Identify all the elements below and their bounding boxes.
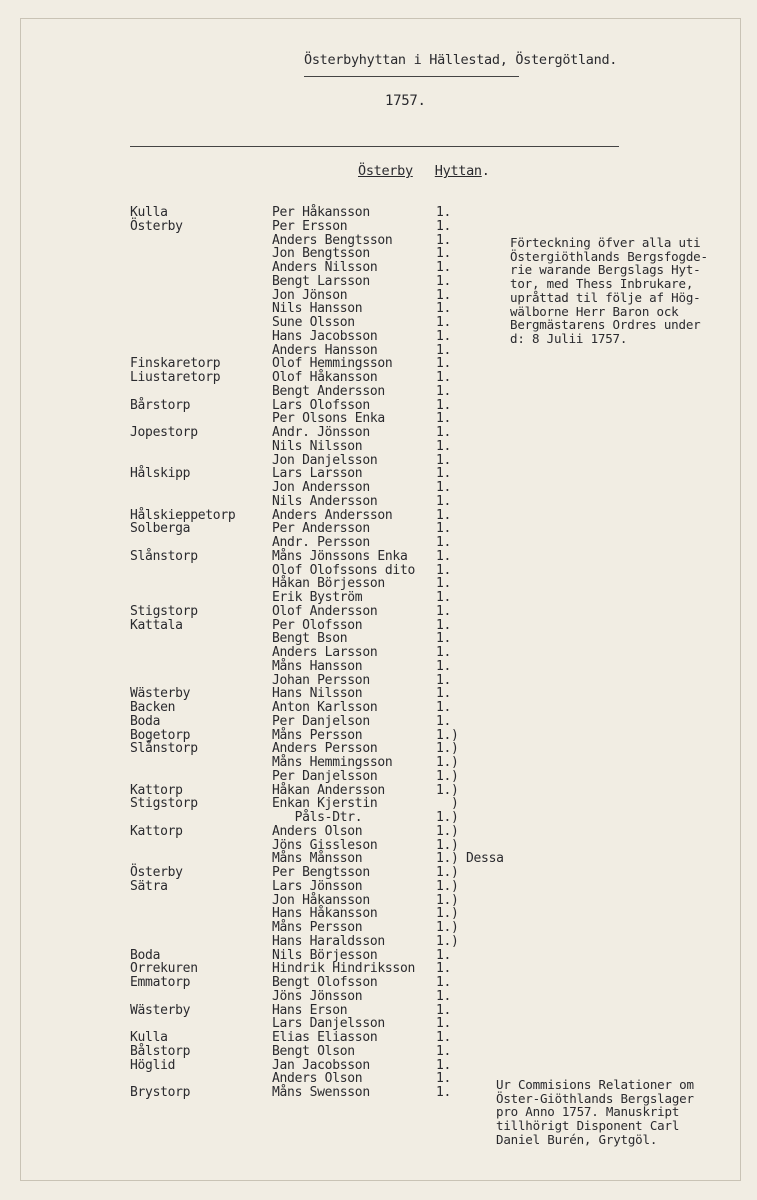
row-place: Boda: [130, 713, 161, 729]
row-name: Olof Andersson: [272, 603, 378, 619]
row-place: Brystorp: [130, 1085, 191, 1100]
ledger-row: [0, 481, 757, 495]
row-place: Stigstorp: [130, 603, 198, 619]
ledger-row: [0, 1031, 757, 1045]
row-place: Sätra: [130, 878, 168, 894]
row-count: 1.: [436, 315, 452, 330]
note-line: Bergmästarens Ordres under: [510, 317, 701, 333]
ledger-row: [0, 646, 757, 660]
row-count: 1.: [436, 645, 452, 660]
heading-dot: .: [481, 163, 490, 179]
row-name: Måns Persson: [272, 727, 363, 743]
row-place: Bogetorp: [130, 727, 191, 743]
ledger-row: [0, 866, 757, 880]
row-count: 1.: [436, 686, 452, 702]
row-name: Anders Larsson: [272, 645, 378, 660]
side-note-source: [496, 1078, 694, 1147]
row-count: 1.: [436, 328, 452, 344]
ledger-row: [0, 962, 757, 976]
row-count: 1.: [436, 947, 452, 963]
ledger-row: [0, 371, 757, 385]
row-count: 1.: [436, 493, 452, 509]
row-count: 1.: [436, 961, 452, 977]
ledger-row: [0, 976, 757, 990]
row-place: Jopestorp: [130, 425, 198, 440]
row-name: Jon Jönson: [272, 287, 348, 303]
ledger-row: [0, 729, 757, 743]
note-line: Daniel Burén, Grytgöl.: [496, 1131, 658, 1147]
ledger-row: [0, 687, 757, 701]
ledger-row: [0, 907, 757, 921]
note-line: Östergiöthlands Bergsfogde-: [510, 248, 708, 264]
row-name: Håkan Andersson: [272, 782, 385, 798]
row-count: 1.): [436, 782, 459, 798]
ledger-row: [0, 1045, 757, 1059]
row-count: 1.: [436, 452, 452, 468]
row-name: Anders Andersson: [272, 507, 393, 523]
row-count: 1.): [436, 865, 459, 880]
row-count: 1.): [436, 768, 459, 784]
row-count: 1.: [436, 397, 452, 413]
row-place: Kattorp: [130, 823, 183, 839]
ledger-row: [0, 660, 757, 674]
ledger-row: [0, 770, 757, 784]
row-count: 1.: [436, 411, 452, 427]
row-name: Lars Jönsson: [272, 878, 363, 894]
row-count: 1.): [436, 920, 459, 935]
row-count: 1.: [436, 1016, 452, 1032]
row-name: Jöns Jönsson: [272, 988, 363, 1004]
row-name: Måns Månsson: [272, 851, 363, 867]
note-line: Förteckning öfver alla uti: [510, 235, 701, 250]
note-line: pro Anno 1757. Manuskript: [496, 1104, 680, 1120]
row-count: 1.: [436, 631, 452, 647]
row-name: Måns Jönssons Enka: [272, 548, 408, 564]
row-name: Andr. Persson: [272, 535, 370, 550]
ledger-row: [0, 495, 757, 509]
row-name: Jon Danjelsson: [272, 452, 378, 468]
row-count: 1.: [436, 1043, 452, 1059]
row-count: 1.: [436, 617, 452, 633]
row-count: ): [436, 796, 459, 812]
row-count: 1.: [436, 342, 452, 358]
ledger-row: [0, 921, 757, 935]
row-name: Måns Swensson: [272, 1085, 370, 1100]
row-name: Anders Olson: [272, 823, 363, 839]
ledger-row: [0, 536, 757, 550]
section-heading: [358, 164, 490, 178]
row-count: 1.: [436, 466, 452, 482]
row-place: Emmatorp: [130, 975, 191, 990]
row-count: 1.: [436, 507, 452, 523]
row-name: Jan Jacobsson: [272, 1057, 370, 1073]
row-count: 1.: [436, 356, 452, 372]
row-count: 1.: [436, 273, 452, 289]
ledger-row: [0, 894, 757, 908]
row-name: Jon Andersson: [272, 480, 370, 495]
note-line: tillhörigt Disponent Carl: [496, 1118, 680, 1134]
row-place: Bårstorp: [130, 397, 191, 413]
ledger-row: [0, 852, 757, 866]
ledger-row: [0, 577, 757, 591]
row-name: Lars Danjelsson: [272, 1016, 385, 1032]
row-place: Kulla: [130, 1030, 168, 1045]
row-place: Boda: [130, 947, 161, 963]
row-name: Lars Olofsson: [272, 397, 370, 413]
ledger-row: [0, 385, 757, 399]
ledger-row: [0, 206, 757, 220]
side-note-description: [510, 236, 708, 346]
row-count: 1.: [436, 658, 452, 674]
row-name: Anders Hansson: [272, 342, 378, 358]
row-place: Orrekuren: [130, 961, 198, 977]
row-name: Måns Hemmingsson: [272, 755, 393, 770]
row-count: 1.): [436, 933, 459, 949]
row-name: Per Ersson: [272, 218, 348, 234]
row-count: 1.): [436, 878, 459, 894]
row-count: 1.: [436, 576, 452, 592]
ledger-row: [0, 797, 757, 811]
row-name: Jon Håkansson: [272, 892, 370, 908]
ledger-row: [0, 467, 757, 481]
row-place: Stigstorp: [130, 796, 198, 812]
note-line: upråttad til följe af Hög-: [510, 289, 701, 305]
row-name: Bengt Andersson: [272, 383, 385, 399]
row-name: Bengt Olson: [272, 1043, 355, 1059]
row-count: 1.: [436, 700, 452, 715]
row-name: Nils Andersson: [272, 493, 378, 509]
row-name: Erik Byström: [272, 590, 363, 605]
row-name: Anton Karlsson: [272, 700, 378, 715]
row-place: Kulla: [130, 205, 168, 220]
row-place: Slånstorp: [130, 741, 198, 757]
row-count: 1.): [436, 892, 459, 908]
note-line: d: 8 Julii 1757.: [510, 330, 628, 346]
row-count: 1.: [436, 383, 452, 399]
row-count: 1.: [436, 287, 452, 303]
ledger-row: [0, 674, 757, 688]
note-line: Öster-Giöthlands Bergslager: [496, 1090, 694, 1106]
row-count: 1.: [436, 480, 452, 495]
ledger-row: [0, 701, 757, 715]
row-count: 1.: [436, 975, 452, 990]
ledger-row: [0, 619, 757, 633]
row-count: 1.: [436, 246, 452, 262]
row-name: Hans Jacobsson: [272, 328, 378, 344]
row-name: Nils Börjesson: [272, 947, 378, 963]
row-place: Hålskieppetorp: [130, 507, 236, 523]
row-count: 1.): [436, 906, 459, 922]
row-name: Hans Håkansson: [272, 906, 378, 922]
ledger-row: [0, 756, 757, 770]
row-place: Höglid: [130, 1057, 176, 1073]
row-name: Olof Olofssons dito: [272, 562, 416, 578]
row-name: Per Danjelson: [272, 713, 370, 729]
title-underline: [304, 76, 519, 77]
row-count: 1.: [436, 1071, 452, 1087]
row-name: Måns Hansson: [272, 658, 363, 674]
row-name: Lars Larsson: [272, 466, 363, 482]
row-count: 1.: [436, 1002, 452, 1018]
row-name: Hans Nilsson: [272, 686, 363, 702]
row-count: 1.: [436, 232, 452, 248]
row-name: Hindrik Hindriksson: [272, 961, 416, 977]
ledger-row: [0, 880, 757, 894]
row-name: Johan Persson: [272, 672, 370, 688]
row-count: 1.): [436, 727, 459, 743]
row-name: Per Håkansson: [272, 205, 370, 220]
row-place: Hålskipp: [130, 466, 191, 482]
row-name: Hans Erson: [272, 1002, 348, 1018]
ledger-row: [0, 632, 757, 646]
ledger-row: [0, 440, 757, 454]
row-name: Sune Olsson: [272, 315, 355, 330]
row-name: Bengt Larsson: [272, 273, 370, 289]
row-place: Kattorp: [130, 782, 183, 798]
note-line: wälborne Herr Baron ock: [510, 303, 679, 319]
ledger-row: [0, 839, 757, 853]
row-name: Olof Hemmingsson: [272, 356, 393, 372]
row-name: Anders Bengtsson: [272, 232, 393, 248]
ledger-row: [0, 990, 757, 1004]
row-count: 1.: [436, 535, 452, 550]
row-count: 1.: [436, 713, 452, 729]
row-place: Wästerby: [130, 686, 191, 702]
row-count: 1.: [436, 1057, 452, 1073]
row-count: 1.: [436, 205, 452, 220]
ledger-row: [0, 454, 757, 468]
row-name: Per Bengtsson: [272, 865, 370, 880]
row-place: Slånstorp: [130, 548, 198, 564]
row-place: Solberga: [130, 521, 191, 537]
row-name: Nils Nilsson: [272, 438, 363, 454]
row-name: Påls-Dtr.: [272, 810, 363, 825]
ledger-row: [0, 784, 757, 798]
heading-part-2: Hyttan: [434, 163, 482, 179]
row-name: Bengt Olofsson: [272, 975, 378, 990]
row-name: Jöns Gissleson: [272, 837, 378, 853]
ledger-row: [0, 412, 757, 426]
row-note: Dessa: [466, 851, 504, 867]
ledger-row: [0, 509, 757, 523]
row-count: 1.: [436, 590, 452, 605]
row-count: 1.: [436, 425, 452, 440]
row-place: Bålstorp: [130, 1043, 191, 1059]
row-name: Per Olofsson: [272, 617, 363, 633]
row-count: 1.: [436, 1030, 452, 1045]
row-place: Österby: [130, 218, 183, 234]
row-count: 1.: [436, 603, 452, 619]
row-name: Anders Persson: [272, 741, 378, 757]
document-title: Österbyhyttan i Hällestad, Östergötland.: [304, 52, 618, 68]
note-line: tor, med Thess Inbrukare,: [510, 276, 694, 292]
document-year: 1757.: [385, 93, 426, 109]
ledger-row: [0, 426, 757, 440]
row-name: Hans Haraldsson: [272, 933, 385, 949]
row-place: Finskaretorp: [130, 356, 221, 372]
row-name: Elias Eliasson: [272, 1030, 378, 1045]
row-count: 1.): [436, 810, 459, 825]
row-name: Andr. Jönsson: [272, 425, 370, 440]
separator-rule: [130, 146, 619, 147]
ledger-row: [0, 1059, 757, 1073]
ledger-row: [0, 591, 757, 605]
heading-part-1: Österby: [358, 163, 413, 179]
row-count: 1.): [436, 741, 459, 757]
row-count: 1.: [436, 301, 452, 317]
row-name: Enkan Kjerstin: [272, 796, 378, 812]
ledger-row: [0, 935, 757, 949]
ledger-row: [0, 220, 757, 234]
row-name: Per Olsons Enka: [272, 411, 385, 427]
ledger-row: [0, 522, 757, 536]
row-place: Backen: [130, 700, 176, 715]
row-place: Wästerby: [130, 1002, 191, 1018]
row-name: Jon Bengtsson: [272, 246, 370, 262]
row-name: Anders Olson: [272, 1071, 363, 1087]
row-count: 1.: [436, 370, 452, 385]
row-count: 1.): [436, 823, 459, 839]
row-count: 1.): [436, 851, 459, 867]
row-count: 1.: [436, 521, 452, 537]
row-count: 1.: [436, 562, 452, 578]
row-place: Österby: [130, 865, 183, 880]
row-place: Kattala: [130, 617, 183, 633]
ledger-row: [0, 1017, 757, 1031]
row-count: 1.: [436, 1085, 452, 1100]
row-name: Per Andersson: [272, 521, 370, 537]
ledger-row: [0, 357, 757, 371]
ledger-row: [0, 715, 757, 729]
row-name: Olof Håkansson: [272, 370, 378, 385]
row-name: Anders Nilsson: [272, 260, 378, 275]
row-name: Per Danjelsson: [272, 768, 378, 784]
row-name: Håkan Börjesson: [272, 576, 385, 592]
note-line: Ur Commisions Relationer om: [496, 1077, 694, 1092]
row-name: Nils Hansson: [272, 301, 363, 317]
row-name: Bengt Bson: [272, 631, 348, 647]
ledger-row: [0, 550, 757, 564]
row-count: 1.: [436, 438, 452, 454]
row-count: 1.: [436, 260, 452, 275]
ledger-row: [0, 811, 757, 825]
ledger-row: [0, 605, 757, 619]
row-count: 1.): [436, 755, 459, 770]
row-count: 1.: [436, 672, 452, 688]
ledger-row: [0, 825, 757, 839]
row-place: Liustaretorp: [130, 370, 221, 385]
row-count: 1.: [436, 988, 452, 1004]
row-count: 1.): [436, 837, 459, 853]
row-count: 1.: [436, 218, 452, 234]
note-line: rie warande Bergslags Hyt-: [510, 262, 701, 278]
row-name: Måns Persson: [272, 920, 363, 935]
row-count: 1.: [436, 548, 452, 564]
